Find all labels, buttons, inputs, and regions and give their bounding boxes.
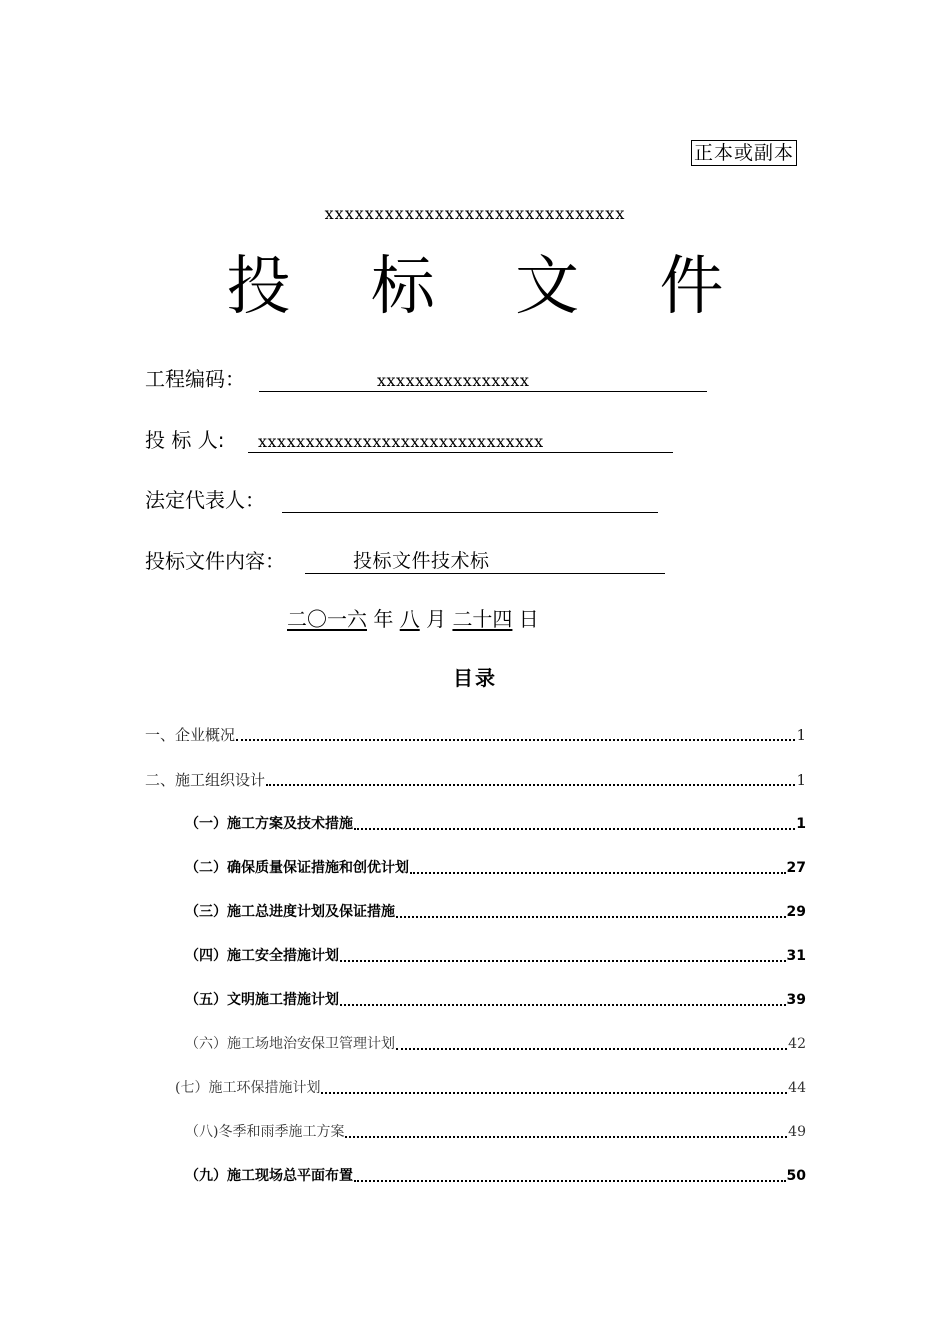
project-code-value: xxxxxxxxxxxxxxxx	[377, 371, 530, 390]
date-day-unit: 日	[518, 607, 539, 631]
legal-rep-field	[145, 486, 265, 514]
toc-entry-text: (七）施工环保措施计划	[175, 1080, 321, 1096]
date-year-unit: 年	[373, 607, 394, 631]
toc-entry-text: （八)冬季和雨季施工方案	[185, 1124, 345, 1140]
toc-entry-page: 27	[786, 860, 806, 876]
toc-entry[interactable]	[175, 1078, 806, 1098]
toc-leader-dots	[354, 828, 795, 830]
toc-entry[interactable]	[185, 1166, 806, 1186]
toc-entry-text: 二、施工组织设计	[145, 771, 266, 789]
toc-entry-text: （四）施工安全措施计划	[185, 948, 339, 964]
legal-rep-label: 法定代表人：	[145, 488, 265, 512]
toc-entry[interactable]	[185, 858, 806, 878]
bidder-field	[145, 426, 544, 454]
toc-title: 目录	[453, 666, 497, 690]
bidder-value: xxxxxxxxxxxxxxxxxxxxxxxxxxxxxx	[258, 432, 544, 451]
date-year: 二〇一六	[287, 607, 367, 631]
toc-entry-page: 42	[788, 1036, 806, 1052]
toc-leader-dots	[396, 1048, 787, 1050]
toc-entry[interactable]	[185, 1034, 806, 1054]
date-day: 二十四	[452, 607, 513, 631]
toc-entry-text: （一）施工方案及技术措施	[185, 816, 353, 832]
toc-leader-dots	[236, 739, 795, 741]
bidder-label: 投 标 人:	[145, 428, 225, 452]
toc-entry[interactable]	[145, 770, 806, 790]
toc-entry-text: （二）确保质量保证措施和创优计划	[185, 860, 409, 876]
toc-entry[interactable]	[185, 814, 806, 834]
date-month: 八	[399, 607, 420, 631]
toc-entry[interactable]	[185, 990, 806, 1010]
toc-entry[interactable]	[185, 902, 806, 922]
document-title: 投 标 文 件	[226, 250, 754, 324]
toc-entry-text: 一、企业概况	[145, 726, 236, 744]
legal-rep-underline	[282, 486, 658, 513]
toc-entry-page: 50	[786, 1168, 806, 1184]
toc-entry-text: （六）施工场地治安保卫管理计划	[185, 1036, 395, 1052]
toc-leader-dots	[410, 872, 786, 874]
toc-entry-page: 1	[796, 771, 806, 789]
date-month-unit: 月	[426, 607, 447, 631]
toc-entry-text: （九）施工现场总平面布置	[185, 1168, 353, 1184]
toc-leader-dots	[340, 1004, 786, 1006]
toc-leader-dots	[354, 1180, 786, 1182]
toc-entry-page: 29	[786, 904, 806, 920]
toc-entry-page: 44	[788, 1080, 806, 1096]
project-code-field	[145, 365, 530, 393]
copy-mark-box: 正本或副本	[691, 140, 797, 166]
bidder-name-header: xxxxxxxxxxxxxxxxxxxxxxxxxxxxxx	[324, 204, 626, 223]
content-field	[145, 547, 490, 575]
content-label: 投标文件内容：	[145, 549, 285, 573]
toc-entry-page: 1	[796, 816, 806, 832]
content-value: 投标文件技术标	[353, 550, 490, 572]
toc-entry-text: （三）施工总进度计划及保证措施	[185, 904, 395, 920]
toc-entry-page: 1	[796, 726, 806, 744]
toc-leader-dots	[396, 916, 786, 918]
toc-entry[interactable]	[185, 1122, 806, 1142]
project-code-label: 工程编码：	[145, 367, 245, 391]
toc-entry-page: 31	[786, 948, 806, 964]
toc-leader-dots	[266, 784, 795, 786]
toc-entry-text: （五）文明施工措施计划	[185, 992, 339, 1008]
toc-leader-dots	[340, 960, 786, 962]
toc-entry-page: 39	[786, 992, 806, 1008]
toc-leader-dots	[345, 1136, 787, 1138]
toc-leader-dots	[321, 1092, 787, 1094]
date-line	[287, 605, 539, 633]
toc-entry-page: 49	[788, 1124, 806, 1140]
toc-entry[interactable]	[145, 725, 806, 745]
toc-entry[interactable]	[185, 946, 806, 966]
